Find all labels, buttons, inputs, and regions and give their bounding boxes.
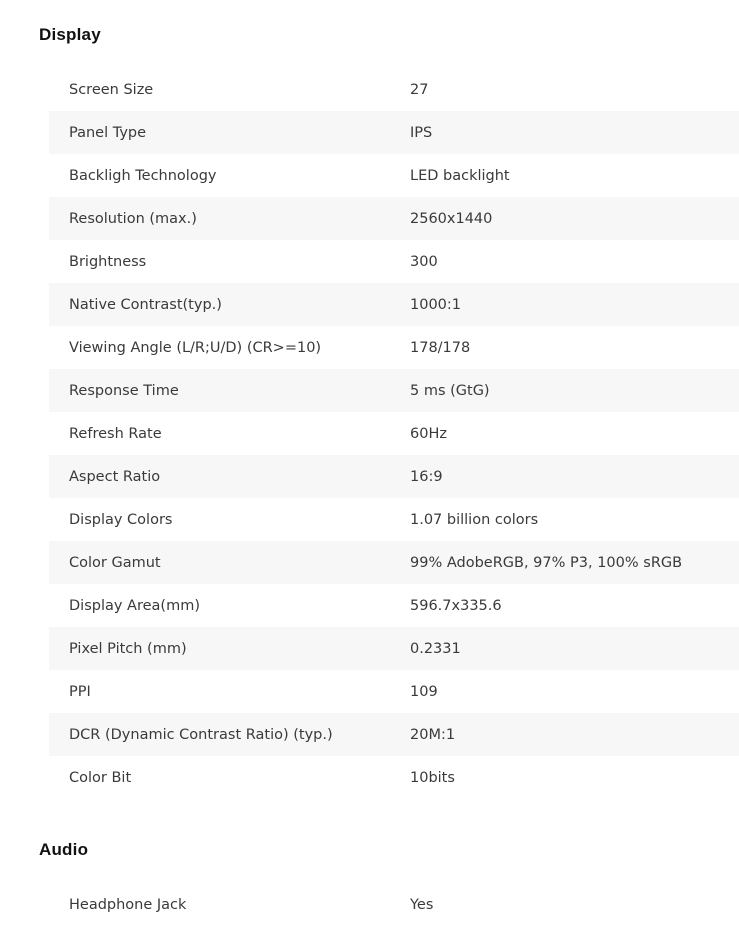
spec-value: 2560x1440 xyxy=(410,210,493,227)
spec-row xyxy=(49,713,739,756)
spec-value: 5 ms (GtG) xyxy=(410,382,490,399)
spec-row xyxy=(49,154,739,197)
spec-row xyxy=(49,883,739,926)
spec-label: Pixel Pitch (mm) xyxy=(69,640,187,657)
spec-value: 20M:1 xyxy=(410,726,456,743)
spec-value: 0.2331 xyxy=(410,640,461,657)
spec-label: Display Colors xyxy=(69,511,173,528)
spec-value: 27 xyxy=(410,81,429,98)
spec-label: Headphone Jack xyxy=(69,896,187,913)
spec-row xyxy=(49,68,739,111)
spec-row xyxy=(49,455,739,498)
spec-label: Backligh Technology xyxy=(69,167,217,184)
section-title-audio: Audio xyxy=(39,840,89,859)
spec-row xyxy=(49,197,739,240)
spec-label: Aspect Ratio xyxy=(69,468,161,485)
spec-value: LED backlight xyxy=(410,167,510,184)
spec-value: 1000:1 xyxy=(410,296,462,313)
spec-label: Brightness xyxy=(69,253,147,270)
spec-label: DCR (Dynamic Contrast Ratio) (typ.) xyxy=(69,726,333,743)
spec-row xyxy=(49,111,739,154)
spec-row xyxy=(49,756,739,799)
section-title-display: Display xyxy=(39,25,101,44)
spec-label: Refresh Rate xyxy=(69,425,162,442)
spec-label: Panel Type xyxy=(69,124,147,141)
spec-row xyxy=(49,670,739,713)
spec-row xyxy=(49,369,739,412)
spec-row xyxy=(49,412,739,455)
spec-row xyxy=(49,498,739,541)
spec-value: 178/178 xyxy=(410,339,471,356)
spec-value: 16:9 xyxy=(410,468,443,485)
spec-value: IPS xyxy=(410,124,433,141)
spec-row xyxy=(49,283,739,326)
spec-value: 300 xyxy=(410,253,438,270)
spec-label: Screen Size xyxy=(69,81,154,98)
spec-label: PPI xyxy=(69,683,91,700)
spec-label: Color Gamut xyxy=(69,554,161,571)
spec-value: 1.07 billion colors xyxy=(410,511,539,528)
spec-label: Native Contrast(typ.) xyxy=(69,296,222,313)
spec-row xyxy=(49,541,739,584)
spec-value: 60Hz xyxy=(410,425,447,442)
spec-table-display xyxy=(49,68,739,799)
spec-label: Resolution (max.) xyxy=(69,210,197,227)
spec-table-audio xyxy=(49,883,739,926)
spec-label: Viewing Angle (L/R;U/D) (CR>=10) xyxy=(69,339,322,356)
spec-row xyxy=(49,326,739,369)
spec-value: 109 xyxy=(410,683,438,700)
spec-value: 10bits xyxy=(410,769,455,786)
spec-value: 596.7x335.6 xyxy=(410,597,502,614)
spec-row xyxy=(49,584,739,627)
spec-value: 99% AdobeRGB, 97% P3, 100% sRGB xyxy=(410,554,683,571)
spec-label: Color Bit xyxy=(69,769,132,786)
spec-label: Response Time xyxy=(69,382,179,399)
spec-row xyxy=(49,627,739,670)
spec-label: Display Area(mm) xyxy=(69,597,200,614)
spec-row xyxy=(49,240,739,283)
spec-value: Yes xyxy=(410,896,434,913)
